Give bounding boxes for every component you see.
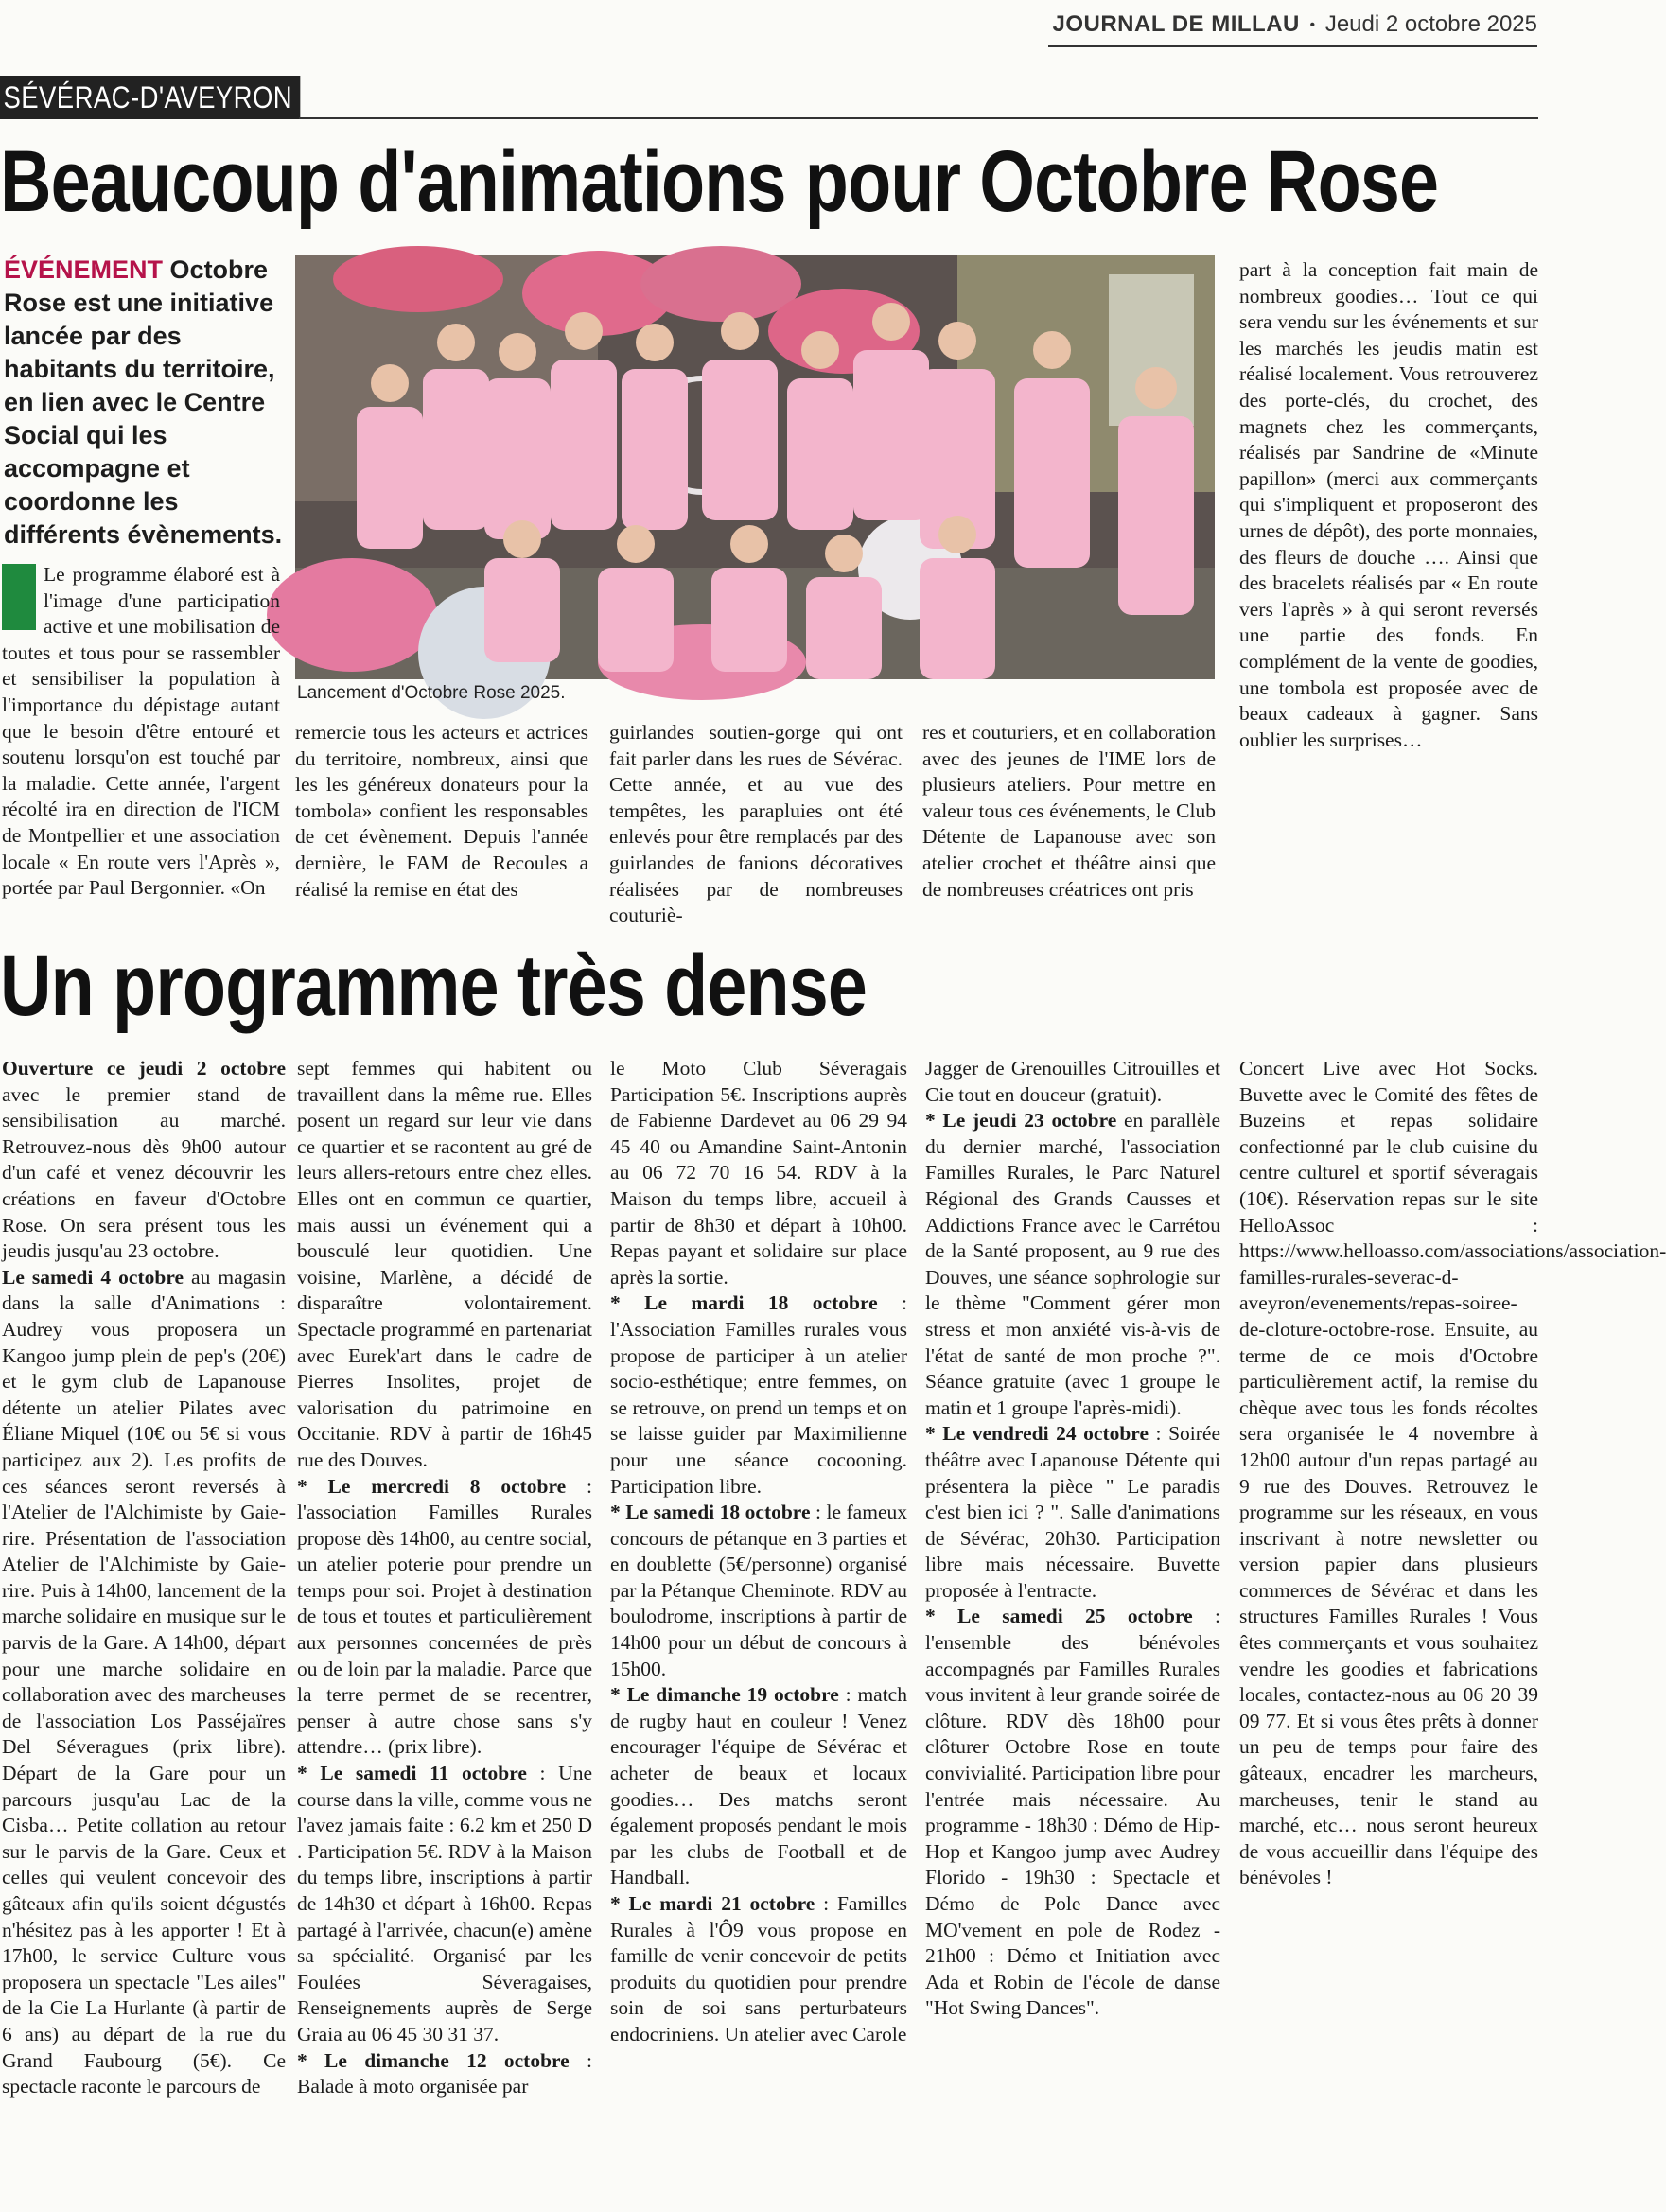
article-column-1 [2,562,280,924]
event-heading: * Le mardi 21 octobre [610,1892,815,1915]
event-text: en parallèle du dernier marché, l'association Familles Rurales, le Parc Naturel Régional des Grands Causses et Addictions France avec le Carrétou de la Santé proposent, au 9 rue des Douves, une séance sophrologie sur le thème "Comment gérer mon stress et mon anxiété vis-à-vis de l'état de santé de mon proche ?". Séance gratuite (avec 1 groupe le matin et 1 groupe l'après-midi). [925,1109,1220,1419]
event-heading: * Le samedi 25 octobre [925,1605,1193,1628]
event-text: : Familles Rurales à l'Ô9 vous propose en famille de venir concevoir de petits produits du quotidien pour prendre soin de soi sans perturbateurs endocriniens. Un atelier avec Carole [610,1892,908,2045]
event-text: avec le premier stand de sensibilisation au marché. Retrouvez-nous dès 9h00 autour d'un café et venez découvrir les créations en faveur d'Octobre Rose. On sera présent tous les jeudis jusqu'au 23 octobre. [2,1082,286,1263]
masthead-separator: • [1309,16,1316,33]
dropcap [2,564,36,630]
event-heading: Ouverture ce jeudi 2 octobre [2,1057,286,1080]
article-column-4: res et couturiers, et en collaboration avec des jeunes de l'IME lors de plusieurs ateliers. Pour mettre en valeur tous ces événements, le Club Détente de Lapanouse avec son atelier crochet et théâtre ainsi que de nombreuses créatrices ont pris [922,721,1216,901]
event-heading: * Le samedi 11 octobre [297,1762,527,1785]
program-column-3 [610,1056,907,2204]
event-text: Jagger de Grenouilles Citrouilles et Cie tout en douceur (gratuit). [925,1057,1220,1106]
issue-date: Jeudi 2 octobre 2025 [1324,11,1537,37]
event-heading: * Le dimanche 19 octobre [610,1683,839,1707]
article-column-3: guirlandes soutien-gorge qui ont fait parler dans les rues de Sévérac. Cette année, et au vue des tempêtes, les parapluies ont été enlevés pour être remplacés par des guirlandes de fanions décoratives réalisées par de nombreuses couturiè- [609,721,903,927]
paper-name: JOURNAL DE MILLAU [1052,11,1300,37]
program-column-5: Concert Live avec Hot Socks. Buvette avec le Comité des fêtes de Buzeins et repas solidaire confectionné par le club cuisine du centre culturel et sportif séveragais (10€). Réservation repas sur le site HelloAssoc : https://www.helloasso.com/associations/association-familles-rurales-severac-d-aveyron/evenements/repas-soiree-de-cloture-octobre-rose. Ensuite, au terme de ce mois d'Octobre particulièrement actif, la remise du chèque avec tous les fonds récoltes sera organisée le 4 novembre à 12h00 autour d'un repas partagé au 9 rue des Douves. Retrouvez le programme sur les réseaux, en vous inscrivant à notre newsletter ou version papier dans plusieurs commerces de Sévérac et dans les structures Familles Rurales ! Vous êtes commerçants et vous souhaitez vendre les goodies et fabrications locales, contactez-nous au 06 20 39 09 77. Et si vous êtes prêts à donner un peu de temps pour faire des gâteaux, encadrer les marcheurs, marcheuses, tenir le stand au marché, etc… nous seront heureux de vous accueillir dans l'équipe des bénévoles ! [1239,1057,1666,1889]
section-rule [299,117,1538,119]
event-text: : l'ensemble des bénévoles accompagnés par Familles Rurales vous invitent à leur grande soirée de clôture. RDV dès 18h00 pour clôturer Octobre Rose en toute convivialité. Participation libre pour l'entrée mais nécessaire. Au programme - 18h30 : Démo de Hip-Hop et Kangoo jump avec Audrey Florido - 19h30 : Spectacle et Démo de Pole Dance avec MO'vement en pole de Rodez - 21h00 : Démo et Initiation avec Ada et Robin de l'école de danse "Hot Swing Dances". [925,1605,1220,2020]
photo-caption: Lancement d'Octobre Rose 2025. [297,683,566,703]
event-text: : Une course dans la ville, comme vous ne l'avez jamais faite : 6.2 km et 250 D . Participation 5€. RDV à la Maison du temps libre, inscriptions à partir de 14h30 et départ à 16h00. Repas partagé à l'arrivée, chacun(e) amène sa spécialité. Organisé par les Foulées Séveragaises, Renseignements auprès de Serge Graia au 06 45 30 31 37. [297,1762,592,2045]
group-photo-illustration [295,255,1215,679]
event-text: : l'association Familles Rurales propose dès 14h00, au centre social, un atelier poterie pour prendre un temps pour soi. Projet à destination de tous et toutes et particulièrement aux personnes concernées de près ou de loin par la maladie. Parce que la terre permet de se recentrer, penser à autre chose sans s'y attendre… (prix libre). [297,1474,592,1759]
event-text: le Moto Club Séveragais Participation 5€. Inscriptions auprès de Fabienne Dardevet au 06 29 94 45 40 ou Amandine Saint-Antonin au 06 72 70 16 54. RDV à la Maison du temps libre, accueil à partir de 8h30 et départ à 10h00. Repas payant et solidaire sur place après la sortie. [610,1057,907,1289]
program-headline: Un programme très dense [0,938,868,1034]
program-column-2 [297,1056,592,2204]
event-heading: * Le dimanche 12 octobre [297,2048,570,2072]
program-column-1 [2,1056,286,2204]
event-text: sept femmes qui habitent ou travaillent dans la même rue. Elles posent un regard sur leur vie dans ce quartier et se racontent au gré de leurs allers-retours entre chez elles. Elles ont en commun ce quartier, mais aussi un événement qui a bousculé leur quotidien. Une voisine, Marlène, a décidé de disparaître volontairement. Spectacle programmé en partenariat avec Eurek'art dans le cadre de Pierres Insolites, projet de valorisation du patrimoine en Occitanie. RDV à partir de 16h45 rue des Douves. [297,1057,592,1471]
program-column-4 [925,1056,1220,2204]
event-text: au magasin dans la salle d'Animations : Audrey vous proposera un Kangoo jump plein de pep's (20€) et le gym club de Lapanouse détente un atelier Pilates avec Éliane Miquel (10€ ou 5€ si vous participez aux 2). Les profits de ces séances seront reversés à l'Atelier de l'Alchimiste by Gaie-rire. Présentation de l'association Atelier de l'Alchimiste by Gaie-rire. Puis à 14h00, lancement de la marche solidaire en musique sur le parvis de la Gare. A 14h00, départ pour une marche solidaire en collaboration avec des marcheuses de l'association Los Passéjaïres Del Séveragues (prix libre). Départ de la Gare pour un parcours jusqu'au Lac de la Cisba… Petite collation au retour sur le parvis de la Gare. Ceux et celles qui veulent concevoir des gâteaux afin qu'ils soient dégustés n'hésitez pas à les apporter ! Et à 17h00, le service Culture vous proposera un spectacle "Les ailes" de la Cie La Hurlante (à partir de 6 ans) au départ de la rue du Grand Faubourg (5€). Ce spectacle raconte le parcours de [2,1265,286,2098]
event-heading: Le samedi 4 octobre [2,1265,184,1289]
event-heading: * Le mardi 18 octobre [610,1291,878,1315]
group-photo [295,255,1215,679]
article-column-2: remercie tous les acteurs et actrices du territoire, nombreux, ainsi que les les généreux donateurs pour la tombola» confient les responsables de cet évènement. Depuis l'année dernière, le FAM de Recoules a réalisé la remise en état des [295,721,588,901]
section-kicker: SÉVÉRAC-D'AVEYRON [0,76,301,119]
article-column-1-text: Le programme élaboré est à l'image d'une participation active et une mobilisation de toutes et tous pour se rassembler et sensibiliser la population à l'importance du dépistage autant que le besoin d'être entouré et soutenu lorsqu'on est touché par la maladie. Cette année, l'argent récolté ira en direction de l'ICM de Montpellier et une association locale « En route vers l'Après », portée par Paul Bergonnier. «On [2,563,280,900]
event-heading: * Le jeudi 23 octobre [925,1109,1117,1132]
event-text: : l'Association Familles rurales vous propose de participer à un atelier socio-esthétique; entre femmes, on se retrouve, on prend un temps et on se laisse guider par Maximilienne pour une séance cocooning. Participation libre. [610,1291,907,1498]
event-text: : Soirée théâtre avec Lapanouse Détente qui présentera la pièce " Le paradis c'est bien ici ? ". Salle d'animations de Sévérac, 20h30. Participation libre mais nécessaire. Buvette proposée à l'entracte. [925,1422,1221,1602]
article-lead [4,254,288,552]
masthead [1048,6,1537,47]
event-heading: * Le mercredi 8 octobre [297,1474,567,1498]
article-headline: Beaucoup d'animations pour Octobre Rose [0,133,1439,230]
lead-text: Octobre Rose est une initiative lancée par des habitants du territoire, en lien avec le Centre Social qui les accompagne et coordonne les différents évènements. [4,255,283,549]
event-heading: * Le samedi 18 octobre [610,1501,811,1524]
event-text: : le fameux concours de pétanque en 3 parties et en doublette (5€/personne) organisé par la Pétanque Cheminote. RDV au boulodrome, inscriptions à partir de 14h00 pour un début de concours à 15h00. [610,1501,907,1680]
event-heading: * Le vendredi 24 octobre [925,1422,1149,1446]
event-text: : Balade à moto organisée par [297,2048,592,2098]
lead-tag: ÉVÉNEMENT [4,255,164,284]
article-column-5: part à la conception fait main de nombreux goodies… Tout ce qui sera vendu sur les événements et sur les marchés les jeudis matin est réalisé localement. Vous retrouverez des porte-clés, du crochet, des magnets chez les commerçants, réalisés par Sandrine de «Minute papillon» (merci aux commerçants qui s'impliquent et proposeront des urnes de dépôt), des porte monnaies, des fleurs de douche …. Ainsi que des bracelets réalisés par « En route vers l'après » à qui seront reversés une partie des fonds. En complément de la vente de goodies, une tombola est proposée avec de beaux cadeaux à gagner. Sans oublier les surprises… [1239,258,1538,751]
event-text: : match de rugby haut en couleur ! Venez encourager l'équipe de Sévérac et acheter de beaux et locaux goodies… Des matchs seront également proposés pendant le mois par les clubs de Football et de Handball. [610,1683,907,1889]
